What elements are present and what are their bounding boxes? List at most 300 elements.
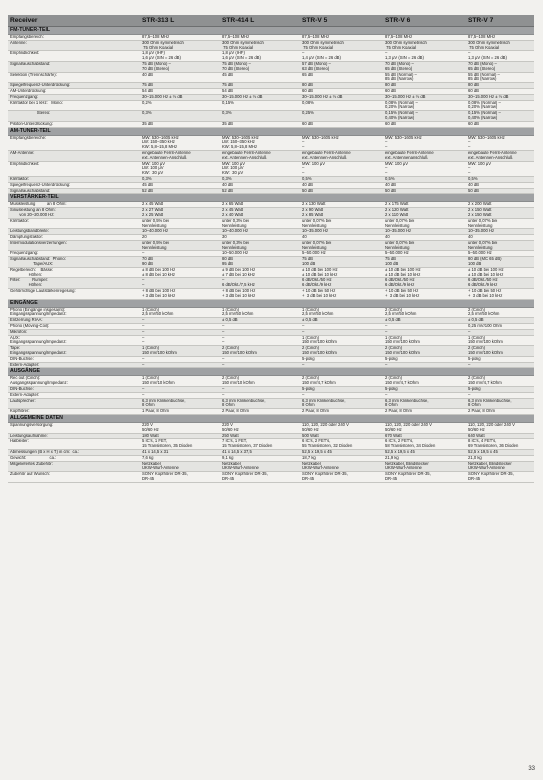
- spec-value: 87,5–108 MHz: [222, 35, 250, 39]
- spec-value: 220 V 50/60 Hz: [222, 423, 239, 432]
- spec-value: unter 0,07% bei Nennleistung: [302, 240, 332, 250]
- spec-value: unter 0,07% bei Nennleistung: [302, 218, 332, 228]
- spec-value: 1 (Cinch) 2,5 mV/50 kOhm: [142, 307, 174, 317]
- spec-value: –: [222, 324, 225, 329]
- spec-value: 2 x 200 Watt: [468, 202, 492, 207]
- spec-value: 80 dB (MC 65 dB) 100 dB: [468, 257, 502, 267]
- spec-value: 87,5–108 MHz: [142, 35, 170, 39]
- spec-value: MW: 530–1605 kHz LW: 150–350 kHz KW: 5,8–15,8 MHz: [142, 135, 179, 150]
- row-label: Spannungsversorgung:: [10, 423, 54, 427]
- spec-value: + 10 dB bei 50 Hz + 3 dB bei 10 kHz: [385, 289, 420, 298]
- spec-value: 1 (Cinch) 150 mV/100 kOhm: [468, 335, 503, 345]
- spec-value: 2 x 45 Watt 2 x 40 Watt: [222, 208, 244, 217]
- spec-value: 60 dB: [302, 121, 313, 126]
- spec-value: 60 dB: [302, 88, 313, 93]
- spec-value: 30–15.000 Hz ± ½ dB: [142, 94, 183, 99]
- row-label: AM-Unterdrückung:: [10, 88, 47, 93]
- spec-value: 55 dB (Normal) – 85 dB (Narrow): [468, 72, 500, 82]
- spec-value: 65 dB: [302, 72, 313, 77]
- spec-value: 2 x 45 Watt: [142, 202, 164, 207]
- spec-value: Netzkabel, Blindstecker UKW-Wurf-Antenne: [468, 461, 512, 471]
- spec-value: –: [302, 362, 305, 367]
- row-label: Entzerrung RIAA:: [10, 318, 43, 323]
- row-label: Extern-Adapter:: [10, 392, 40, 397]
- spec-value: –: [468, 392, 471, 397]
- spec-value: SONY Kopfhörer DR-35, DR-45: [385, 472, 431, 481]
- spec-value: 2 (Cinch) 150 mV/10 kOhm: [222, 376, 255, 386]
- spec-value: eingebaute Ferrit-Antenne ext. Antennen-Anschluß: [468, 150, 517, 160]
- row-label: Frequenzgang:: [10, 251, 39, 256]
- spec-value: unter 0,3% bei Nennleistung: [222, 218, 250, 228]
- row-label: AM-Antenne:: [10, 150, 35, 155]
- spec-value: 180 Watt: [142, 433, 159, 438]
- spec-value: 0,5%: [385, 176, 395, 181]
- spec-value: –: [142, 318, 145, 323]
- spec-value: 75 dB 100 dB: [385, 257, 399, 267]
- table-row: [8, 289, 534, 300]
- spec-value: –: [468, 329, 471, 334]
- spec-value: 110, 120, 220 oder 240 V 50/60 Hz: [302, 423, 349, 432]
- spec-value: –: [302, 392, 305, 397]
- spec-value: 40 dB: [468, 182, 479, 187]
- header-model: STR-V 5: [302, 17, 328, 24]
- spec-value: 300 Ohm symmetrisch 75 Ohm Koaxial: [385, 40, 427, 50]
- spec-value: 40: [385, 235, 390, 240]
- spec-value: unter 0,07% bei Nennleistung: [385, 218, 415, 228]
- spec-value: 5-polig: [302, 356, 315, 361]
- header-model: STR-V 7: [468, 17, 494, 24]
- row-label: Filter: Rumpel: Höhen:: [10, 278, 48, 288]
- spec-value: – 1,4 μV (SIN = 26 dB): [302, 51, 341, 61]
- spec-value: 6 IC's, 2 FET's, 58 Transistoren, 34 Dioden: [385, 439, 436, 449]
- spec-value: 2 Paar, 8 Ohm: [302, 409, 329, 414]
- spec-value: 30–15.000 Hz ± ½ dB: [385, 94, 426, 99]
- spec-value: 1 (Cinch) 150 mV/100 kOhm: [385, 335, 420, 345]
- header-model: STR-V 6: [385, 17, 411, 24]
- spec-value: 30–15.000 Hz ± ½ dB: [302, 94, 343, 99]
- section-header: AM-TUNER-TEIL: [8, 128, 534, 136]
- row-label: Halbleiter:: [10, 439, 29, 444]
- spec-value: 75 dB: [222, 83, 233, 88]
- spec-value: 6,3 mm Klinkenbuchse, 8 Ohm: [222, 398, 266, 408]
- section-header: VERSTÄRKER-TEIL: [8, 194, 534, 202]
- spec-value: 220 V 50/60 Hz: [142, 423, 159, 432]
- spec-value: – 1,3 μV (SIN = 26 dB): [385, 51, 424, 61]
- spec-value: –: [302, 329, 305, 334]
- spec-value: 35 dB: [222, 121, 233, 126]
- spec-value: –: [142, 362, 145, 367]
- section-header: FM-TUNER-TEIL: [8, 27, 534, 35]
- spec-value: 300 Ohm symmetrisch 75 Ohm Koaxial: [142, 40, 184, 50]
- spec-value: 10–40.000 Hz: [222, 229, 249, 234]
- spec-value: 2 (Cinch) 150 mV/100 kOhm: [468, 346, 503, 356]
- row-label: Kopfhörer:: [10, 409, 30, 414]
- spec-value: –: [142, 356, 145, 361]
- spec-value: 110, 120, 220 oder 240 V 50/60 Hz: [468, 423, 515, 432]
- table-row: [8, 41, 534, 52]
- spec-value: 52 dB: [142, 188, 153, 193]
- row-label: Lautsprecher:: [10, 398, 36, 403]
- spec-value: 0,25 mV/100 Ohm: [468, 324, 502, 329]
- table-row: [8, 111, 534, 122]
- spec-value: –: [142, 324, 145, 329]
- spec-value: 52 dB: [222, 188, 233, 193]
- spec-value: 1 (Cinch) 150 mV/10 kOhm: [142, 376, 175, 386]
- spec-value: 40: [302, 235, 307, 240]
- spec-value: 80 dB: [302, 83, 313, 88]
- spec-value: 2 (Cinch) 2,5 mV/50 kOhm: [385, 307, 417, 317]
- spec-value: –: [142, 251, 145, 256]
- spec-value: 10–35.000 Hz: [302, 229, 329, 234]
- spec-value: 1 (Cinch) 150 mV/100 kOhm: [302, 335, 337, 345]
- spec-value: 80 dB: [468, 83, 479, 88]
- spec-value: MW: 100 μV – –: [302, 161, 326, 176]
- spec-value: 0,5%: [468, 176, 478, 181]
- spec-value: 10–40.000 Hz: [142, 229, 169, 234]
- page-number: 33: [528, 766, 535, 772]
- table-row: [8, 208, 534, 219]
- spec-value: –: [142, 387, 145, 392]
- spec-value: 60 dB: [385, 121, 396, 126]
- spec-value: 670 Watt: [385, 433, 402, 438]
- spec-value: –: [222, 387, 225, 392]
- spec-value: 70 dB (Mono) – 65 dB (Stereo): [385, 61, 414, 71]
- table-row: [8, 257, 534, 268]
- spec-value: 45 dB: [222, 72, 233, 77]
- spec-value: 5-polig: [468, 356, 481, 361]
- spec-value: 1 (Cinch) 2,5 mV/50 kOhm: [222, 307, 254, 317]
- row-label: DIN-Buchse:: [10, 356, 34, 361]
- row-label: Frequenzgang:: [10, 94, 39, 99]
- table-header: [8, 15, 534, 27]
- spec-value: 2 (Cinch) 150 mV/100 kOhm: [222, 346, 257, 356]
- spec-value: 2 x 175 Watt: [385, 202, 409, 207]
- spec-value: –: [222, 392, 225, 397]
- spec-value: 2 x 27 Watt 2 x 25 Watt: [142, 208, 164, 217]
- spec-value: 6,3 mm Klinkenbuchse, 8 Ohm: [385, 398, 429, 408]
- spec-value: 6 dB/Okt./50 Hz 6 dB/Okt./9 kHz: [385, 278, 415, 288]
- spec-value: MW: 100 μV – –: [385, 161, 409, 176]
- spec-value: 18,7 kg: [302, 455, 316, 460]
- table-row: [8, 346, 534, 357]
- spec-value: –: [142, 329, 145, 334]
- table-row: [8, 423, 534, 434]
- table-row: [8, 308, 534, 319]
- table-row: [8, 101, 534, 112]
- spec-value: ± 8 dB bei 100 Hz ± 8 dB bei 10 kHz: [142, 267, 176, 277]
- spec-value: 0,08% (Normal) – 0,20% (Narrow): [385, 100, 418, 110]
- spec-value: + 10 dB bei 50 Hz + 3 dB bei 10 kHz: [468, 289, 503, 298]
- row-label: Piloton-Unterdrückung:: [10, 121, 53, 126]
- spec-value: unter 0,3% bei Nennleistung: [222, 240, 250, 250]
- spec-value: 0,5%: [302, 176, 312, 181]
- section-header: ALLGEMEINE DATEN: [8, 415, 534, 423]
- spec-value: 52,5 x 19,5 x 45: [385, 449, 415, 454]
- spec-value: 2 x 130 Watt: [302, 202, 326, 207]
- row-label: Empfindlichkeit:: [10, 51, 40, 56]
- spec-value: 35 dB: [142, 121, 153, 126]
- spec-value: 2 (Cinch) 150 mV/4,7 kOhm: [385, 376, 419, 386]
- spec-value: 5-polig: [468, 387, 481, 392]
- table-row: [8, 151, 534, 162]
- row-label: Zubehör auf Wunsch:: [10, 472, 50, 477]
- table-row: [8, 278, 534, 289]
- row-label: Antenne:: [10, 40, 27, 45]
- spec-value: 0,15% (Normal) – 0,40% (Narrow): [385, 111, 418, 120]
- spec-value: 57 dB (Mono) – 63 dB (Stereo): [302, 61, 331, 71]
- spec-value: 2 (Cinch) 150 mV/4,7 kOhm: [302, 376, 336, 386]
- table-row: [8, 241, 534, 252]
- spec-value: Netzkabel, Blindstecker UKW-Wurf-Antenne: [385, 461, 429, 471]
- spec-value: unter 0,07% bei Nennleistung: [385, 240, 415, 250]
- spec-value: –: [222, 356, 225, 361]
- spec-value: 5-polig: [302, 387, 315, 392]
- spec-value: 2 x 90 Watt 2 x 85 Watt: [302, 208, 324, 217]
- row-label: Klirrfaktor bei 1 kHz: Mono:: [10, 100, 63, 105]
- spec-value: 2 x 65 Watt: [222, 202, 244, 207]
- spec-value: unter 0,5% bei Nennleistung: [142, 218, 170, 228]
- spec-value: unter 0,07% bei Nennleistung: [468, 240, 498, 250]
- spec-value: 30: [222, 235, 227, 240]
- row-label: Klirrfaktor:: [10, 176, 30, 181]
- spec-value: MW: 100 μV LW: 100 μV KW: 30 μV: [222, 161, 246, 176]
- spec-value: 70 dB (Mono) – 65 dB (Stereo): [468, 61, 497, 71]
- spec-value: MW: 100 μV LW: 100 μV KW: 30 μV: [142, 161, 166, 176]
- spec-value: 6 dB/Okt./50 Hz 6 dB/Okt./9 kHz: [302, 278, 332, 288]
- spec-value: – –: [142, 278, 145, 288]
- spec-value: –: [385, 392, 388, 397]
- section-header: AUSGÄNGE: [8, 368, 534, 376]
- spec-value: unter 0,07% bei Nennleistung: [468, 218, 498, 228]
- spec-value: 30–15.000 Hz ± ½ dB: [468, 94, 509, 99]
- row-label: Empfindlichkeit:: [10, 161, 40, 166]
- spec-value: –: [302, 324, 305, 329]
- spec-value: –: [142, 392, 145, 397]
- spec-value: 21,0 kg: [468, 455, 482, 460]
- spec-value: 10–50.000 Hz: [222, 251, 249, 256]
- spec-value: 80 dB: [385, 83, 396, 88]
- spec-value: 75 dB (Mono) – 70 dB (Stereo): [222, 61, 251, 71]
- spec-value: –: [468, 362, 471, 367]
- spec-value: –: [385, 324, 388, 329]
- spec-value: – –: [222, 335, 225, 345]
- spec-value: eingebaute Ferrit-Antenne ext. Antennenanschluß: [385, 150, 434, 160]
- spec-value: 55 dB (Normal) – 85 dB (Narrow): [385, 72, 417, 82]
- spec-value: 87,5–108 MHz: [468, 35, 496, 39]
- header-model: STR-414 L: [222, 17, 255, 24]
- spec-value: 41 x 14,5 x 37,5: [222, 449, 252, 454]
- spec-value: ± 0,5 dB: [385, 318, 401, 323]
- spec-value: 500 Watt: [302, 433, 319, 438]
- spec-value: 2 (Cinch) 150 mV/4,7 kOhm: [468, 376, 502, 386]
- spec-sheet: [8, 15, 534, 483]
- header-receiver: Receiver: [10, 17, 38, 24]
- spec-value: 2 Paar, 8 Ohm: [385, 409, 412, 414]
- spec-value: – 6 dB/Okt./7,5 kHz: [222, 278, 255, 288]
- row-label: Intermodulationsverzerrungen:: [10, 240, 67, 245]
- spec-value: 0,15% (Normal) – 0,40% (Narrow): [468, 111, 501, 120]
- spec-value: 10–35.000 Hz: [468, 229, 495, 234]
- row-label: Gewicht: ca.:: [10, 455, 57, 460]
- row-label: Empfangsbereiche:: [10, 135, 47, 140]
- table-body: [8, 27, 534, 483]
- row-label: Klirrfaktor:: [10, 218, 30, 223]
- table-row: [8, 62, 534, 73]
- spec-value: 52,5 x 19,5 x 45: [468, 449, 498, 454]
- spec-value: ± 9 dB bei 100 Hz ± 7 dB bei 10 kHz: [222, 267, 256, 277]
- spec-value: 40 dB: [385, 182, 396, 187]
- spec-value: ± 0,5 dB: [222, 318, 238, 323]
- table-row: [8, 376, 534, 387]
- spec-value: eingebaute Ferrit-Antenne ext. Antennen-Anschluß: [302, 150, 351, 160]
- row-label: Leistungsbandbreite:: [10, 229, 49, 234]
- spec-value: 640 Watt: [468, 433, 485, 438]
- spec-value: 5 IC's, 1 FET, 15 Transistoren, 35 Dioden: [142, 439, 193, 449]
- spec-value: 0,08% (Normal) – 0,20% (Narrow): [468, 100, 501, 110]
- row-label: Spiegelfrequenz-Unterdrückung:: [10, 83, 71, 88]
- spec-value: – –: [142, 335, 145, 345]
- spec-value: 50 dB: [385, 188, 396, 193]
- row-label: Extern-Adapter:: [10, 362, 40, 367]
- table-row: [8, 336, 534, 347]
- spec-value: 0,3%: [142, 176, 152, 181]
- spec-value: eingebaute Ferrit-Antenne ext. Antennen-Anschluß: [142, 150, 191, 160]
- row-label: Mikrofon:: [10, 329, 28, 334]
- spec-value: 7,6 kg: [142, 455, 154, 460]
- spec-value: 60 dB: [468, 88, 479, 93]
- spec-value: –: [385, 329, 388, 334]
- spec-value: eingebaute Ferrit-Antenne ext. Antennen-Anschluß: [222, 150, 271, 160]
- row-label: Tape: Eingangsspannung/Impedanz:: [10, 346, 67, 356]
- spec-value: + 8 dB bei 100 Hz + 3 dB bei 10 kHz: [142, 289, 176, 298]
- section-header: EINGÄNGE: [8, 300, 534, 308]
- spec-value: 7 IC's, 1 FET, 15 Transistoren, 37 Dioden: [222, 439, 273, 449]
- row-label: Spiegelfrequenz-Unterdrückung:: [10, 182, 71, 187]
- spec-value: + 8 dB bei 100 Hz + 3 dB bei 10 kHz: [222, 289, 256, 298]
- spec-value: SONY Kopfhörer DR-35, DR-45: [142, 472, 188, 481]
- spec-value: 0,3%: [222, 111, 232, 116]
- spec-value: 6,3 mm Klinkenbuchse, 8 Ohm: [142, 398, 186, 408]
- spec-value: 1,8 μV (IHF) 1,6 μV (SIN = 26 dB): [142, 51, 181, 61]
- header-model: STR-313 L: [142, 17, 175, 24]
- spec-value: 60 dB: [468, 121, 479, 126]
- spec-value: 2 x 150 Watt 2 x 150 Watt: [468, 208, 492, 217]
- spec-value: 1 Paar, 8 Ohm: [142, 409, 169, 414]
- spec-value: 80 dB 95 dB: [222, 257, 233, 267]
- spec-value: 60 dB: [385, 88, 396, 93]
- spec-value: SONY Kopfhörer DR-35, DR-45: [468, 472, 514, 481]
- spec-value: 75 dB (Mono) – 70 dB (Stereo): [142, 61, 171, 71]
- spec-value: ± 10 dB bei 100 Hz ± 10 dB bei 10 kHz: [385, 267, 421, 277]
- row-label: Sinusleistung an 8 Ohm: von 20–20.000 Hz:: [10, 208, 56, 217]
- table-row: [8, 462, 534, 473]
- row-label: Musikleistung an 8 Ohm:: [10, 202, 67, 207]
- row-label: Selektion (Trennschärfe):: [10, 72, 57, 77]
- spec-value: Netzkabel UKW-Wurf-Antenne: [222, 461, 259, 471]
- table-row: [8, 162, 534, 177]
- spec-value: 0,3%: [142, 111, 152, 116]
- spec-value: 40 dB: [222, 182, 233, 187]
- spec-value: 1,8 μV (IHF) 1,6 μV (SIN = 26 dB): [222, 51, 261, 61]
- table-row: [8, 439, 534, 450]
- spec-value: 75 dB 100 dB: [302, 257, 316, 267]
- spec-value: Netzkabel UKW-Wurf-Antenne: [142, 461, 179, 471]
- spec-value: 52,5 x 19,5 x 45: [302, 449, 332, 454]
- spec-value: SONY Kopfhörer DR-35, DR-45: [222, 472, 268, 481]
- row-label: Empfangsbereich:: [10, 35, 44, 39]
- spec-value: 9,1 kg: [222, 455, 234, 460]
- spec-value: 2 (Cinch) 150 mV/100 kOhm: [385, 346, 420, 356]
- spec-value: 0,08%: [302, 100, 314, 105]
- spec-value: –: [222, 362, 225, 367]
- row-label: DIN-Buchse:: [10, 387, 34, 392]
- spec-value: 300 Ohm symmetrisch 75 Ohm Koaxial: [302, 40, 344, 50]
- spec-value: MW: 530–1605 kHz LW: 150–350 kHz KW: 5,8–15,8 MHz: [222, 135, 259, 150]
- spec-value: 1 (Cinch) 150 mV/100 kOhm: [142, 346, 177, 356]
- spec-value: 30–15.000 Hz ± ½ dB: [222, 94, 263, 99]
- spec-value: MW: 530–1605 kHz – –: [302, 135, 339, 150]
- row-label: Phono (Eingänge insgesamt): Eingangsspannung/Impedanz:: [10, 307, 67, 317]
- spec-value: 5–50.000 Hz: [302, 251, 326, 256]
- spec-value: 2 (Cinch) 2,5 mV/50 kOhm: [468, 307, 500, 317]
- spec-value: 54 dB: [222, 88, 233, 93]
- spec-value: 45 dB: [142, 182, 153, 187]
- spec-value: –: [385, 362, 388, 367]
- table-row: [8, 219, 534, 230]
- spec-value: 10–35.000 Hz: [385, 229, 412, 234]
- spec-value: 300 Ohm symmetrisch 75 Ohm Koaxial: [222, 40, 264, 50]
- spec-value: 110, 120, 220 oder 240 V 50/60 Hz: [385, 423, 432, 432]
- row-label: Regelbereich: Bässe: Höhen:: [10, 267, 54, 277]
- spec-value: 2 Paar, 8 Ohm: [468, 409, 495, 414]
- spec-value: 0,3%: [222, 176, 232, 181]
- spec-value: 41 x 14,5 x 31: [142, 449, 169, 454]
- spec-value: 75 dB: [142, 83, 153, 88]
- row-label: Dämpfungsfaktor:: [10, 235, 44, 240]
- spec-value: –: [222, 329, 225, 334]
- spec-value: 5–50.000 Hz: [385, 251, 409, 256]
- spec-value: 87,5–108 MHz: [385, 35, 413, 39]
- spec-value: 2 Paar, 8 Ohm: [222, 409, 249, 414]
- spec-value: 6 IC's, 2 FET's, 55 Transistoren, 32 Dioden: [302, 439, 353, 449]
- row-label: Stereo:: [10, 111, 51, 116]
- row-label: Signalrauschabstand: Phono: Tape/AUX:: [10, 257, 66, 267]
- spec-value: SONY Kopfhörer DR-35, DR-45: [302, 472, 348, 481]
- spec-value: 54 dB: [142, 88, 153, 93]
- spec-value: unter 0,5% bei Nennleistung: [142, 240, 170, 250]
- spec-value: + 10 dB bei 50 Hz + 3 dB bei 10 kHz: [302, 289, 337, 298]
- spec-value: 5-polig: [385, 356, 398, 361]
- spec-value: 6,3 mm Klinkenbuchse, 8 Ohm: [302, 398, 346, 408]
- spec-value: 40 dB: [302, 182, 313, 187]
- spec-value: – 1,3 μV (SIN = 26 dB): [468, 51, 507, 61]
- row-label: AUX: Eingangsspannung/Impedanz:: [10, 335, 67, 345]
- spec-value: 1 (Cinch) 2,5 mV/50 kOhm: [302, 307, 334, 317]
- row-label: Signalrauschabstand:: [10, 61, 51, 66]
- spec-value: 6,3 mm Klinkenbuchse, 8 Ohm: [468, 398, 512, 408]
- table-row: [8, 399, 534, 410]
- spec-value: 40: [468, 235, 473, 240]
- row-label: Abmessungen (B x H x T) in cm: ca.:: [10, 449, 80, 454]
- spec-value: 40 dB: [142, 72, 153, 77]
- table-row: [8, 472, 534, 483]
- spec-value: 5–50.000 Hz: [468, 251, 492, 256]
- table-row: [8, 73, 534, 84]
- spec-value: 5-polig: [385, 387, 398, 392]
- spec-value: 20: [142, 235, 147, 240]
- spec-value: 87,5–108 MHz: [302, 35, 330, 39]
- spec-value: 2 x 120 Watt 2 x 110 Watt: [385, 208, 409, 217]
